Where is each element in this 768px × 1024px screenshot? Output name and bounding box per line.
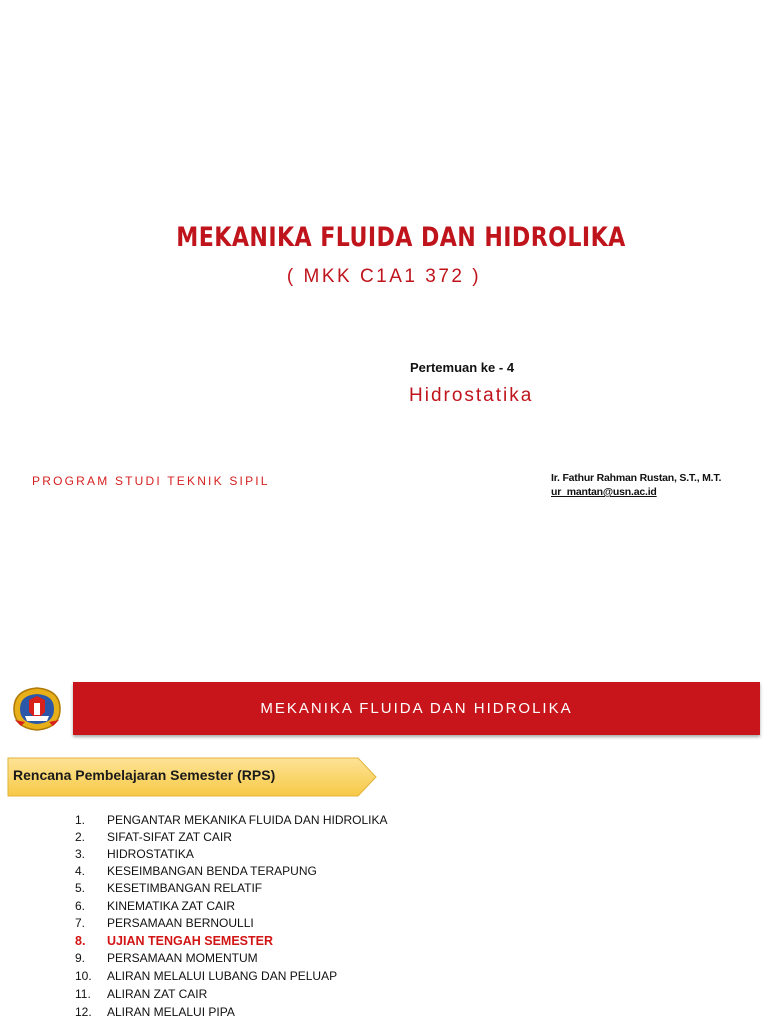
meeting-label: Pertemuan ke - 4: [410, 360, 515, 375]
program-name: PROGRAM STUDI TEKNIK SIPIL: [32, 474, 270, 488]
rps-label: Rencana Pembelajaran Semester (RPS): [13, 767, 276, 783]
course-title: MEKANIKA FLUIDA DAN HIDROLIKA: [176, 222, 626, 253]
lecturer-email[interactable]: ur_mantan@usn.ac.id: [551, 486, 657, 498]
banner-title: MEKANIKA FLUIDA DAN HIDROLIKA: [260, 700, 573, 717]
rps-label-tab: [6, 756, 378, 798]
university-logo-icon: [11, 686, 63, 732]
course-code: ( MKK C1A1 372 ): [286, 266, 482, 287]
slide-banner: [73, 682, 760, 735]
lecturer-name: Ir. Fathur Rahman Rustan, S.T., M.T.: [551, 472, 722, 484]
topic-title: Hidrostatika: [409, 385, 534, 406]
